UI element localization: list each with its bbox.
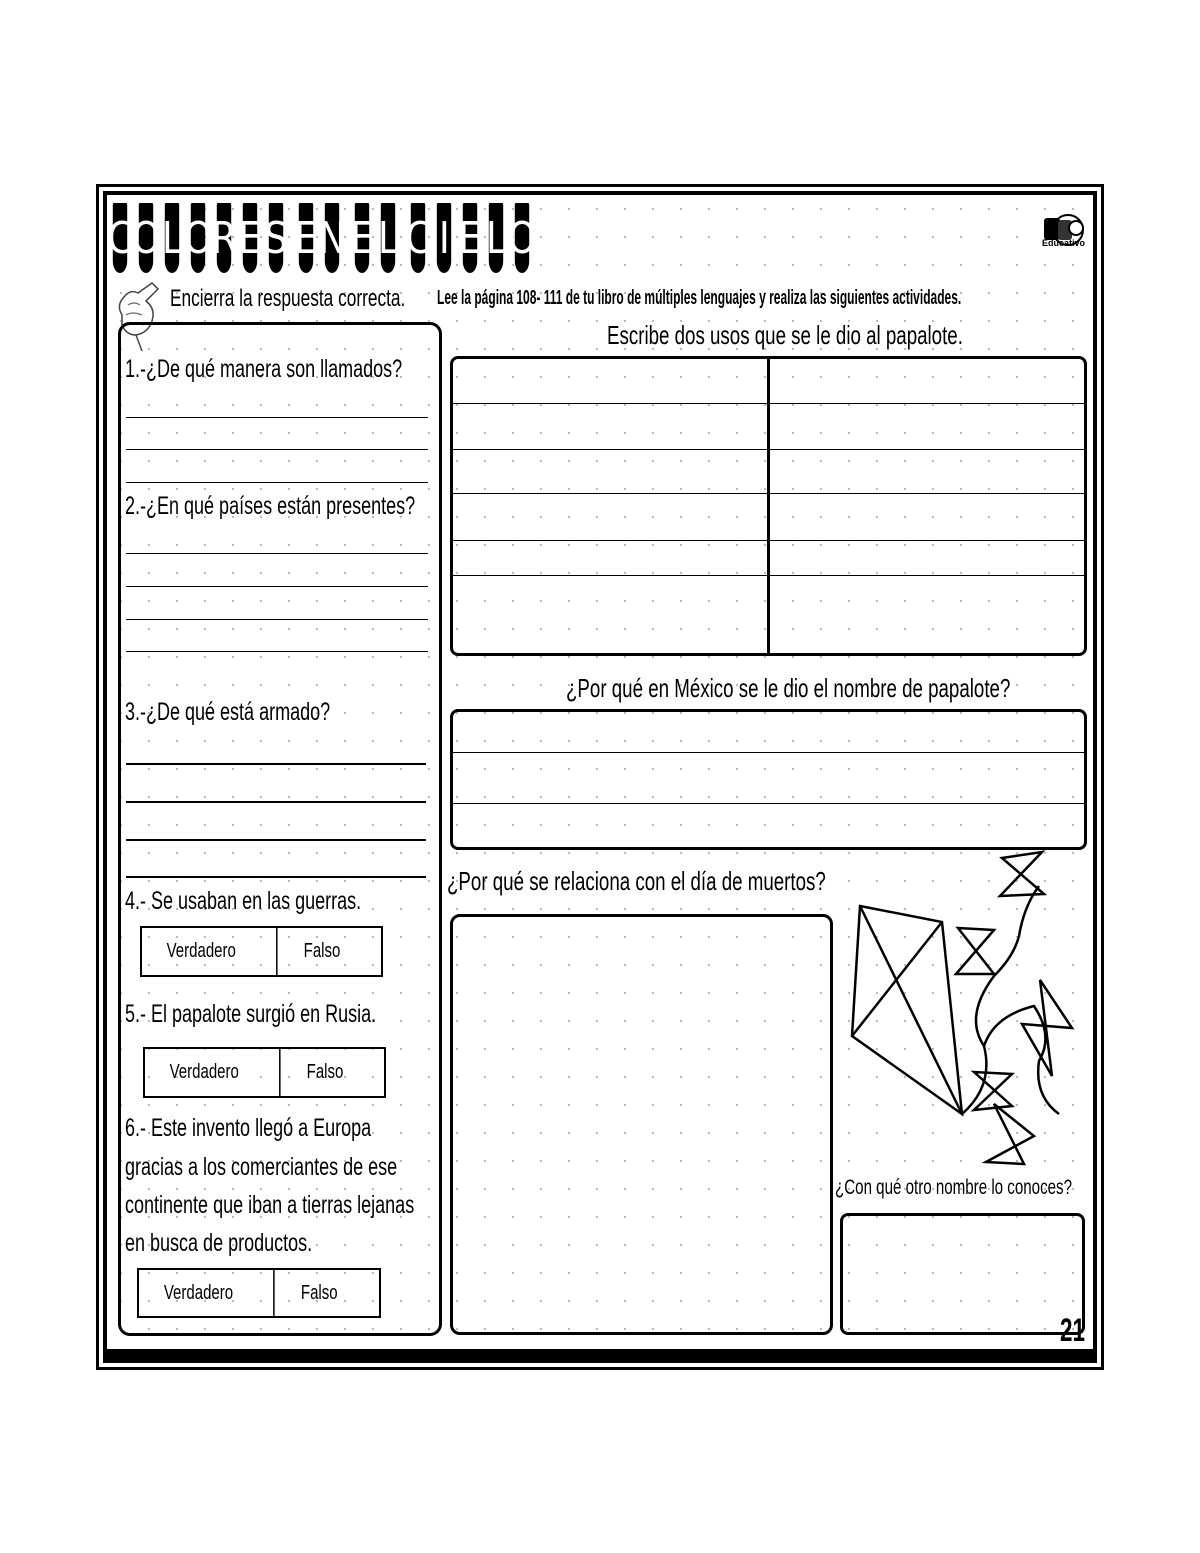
- question-6-line-3: continente que iban a tierras lejanas: [125, 1191, 415, 1219]
- answer-line[interactable]: [126, 839, 426, 841]
- title-letter-text: L: [485, 212, 507, 264]
- page-title: [107, 203, 537, 273]
- title-letter: [458, 203, 482, 273]
- question-2: 2.-¿En qué países están presentes?: [125, 492, 416, 520]
- title-letter: [377, 203, 399, 273]
- left-instruction: Encierra la respuesta correcta.: [170, 285, 406, 312]
- uses-table-row-line[interactable]: [452, 575, 1085, 576]
- title-word: [350, 203, 400, 273]
- page-number: 21: [1060, 1312, 1085, 1348]
- uses-table-row-line[interactable]: [452, 540, 1085, 541]
- question-3: 3.-¿De qué está armado?: [125, 698, 331, 726]
- false-option[interactable]: Falso: [279, 1049, 369, 1096]
- question-5: 5.- El papalote surgió en Rusia.: [125, 1000, 377, 1028]
- title-letter: [350, 203, 374, 273]
- title-letter-text: I: [438, 212, 450, 264]
- logo-text: Educativo: [1042, 238, 1086, 248]
- muertos-question: ¿Por qué se relaciona con el día de muertos?: [447, 866, 826, 896]
- mexico-answer-box: [450, 709, 1087, 850]
- title-word: [294, 203, 344, 273]
- other-name-question: ¿Con qué otro nombre lo conoces?: [835, 1176, 1073, 1199]
- title-letter: [131, 203, 161, 273]
- true-false-5: [143, 1047, 386, 1098]
- title-letter: [507, 203, 537, 273]
- true-option[interactable]: Verdadero: [163, 1281, 234, 1304]
- true-option[interactable]: Verdadero: [169, 1061, 239, 1083]
- title-letter-text: O: [131, 212, 161, 264]
- answer-line[interactable]: [126, 801, 426, 803]
- kite-drawing-icon: [844, 846, 1080, 1172]
- title-letter-text: C: [405, 212, 431, 264]
- false-option[interactable]: Falso: [276, 928, 366, 975]
- title-letter: [405, 203, 431, 273]
- left-questions-panel: [118, 322, 442, 1336]
- title-letter-text: E: [350, 212, 374, 264]
- title-letter: [183, 203, 213, 273]
- title-letter-text: C: [107, 212, 133, 264]
- question-6-line-1: 6.- Este invento llegó a Europa: [125, 1114, 372, 1142]
- title-word: [405, 203, 537, 273]
- title-letter-text: O: [507, 212, 537, 264]
- title-letter-text: L: [377, 212, 399, 264]
- title-letter: [264, 203, 288, 273]
- title-letter: [485, 203, 507, 273]
- title-letter-text: R: [211, 212, 237, 264]
- other-name-answer-box[interactable]: [840, 1213, 1085, 1335]
- right-instruction: Lee la página 108- 111 de tu libro de múltiples lenguajes y realiza las siguientes actividades.: [437, 287, 962, 309]
- true-false-4: [140, 926, 383, 977]
- answer-line[interactable]: [126, 417, 428, 418]
- question-6-line-2: gracias a los comerciantes de ese: [125, 1153, 398, 1181]
- answer-line[interactable]: [126, 619, 428, 620]
- answer-line[interactable]: [452, 803, 1085, 804]
- mexico-question: ¿Por qué en México se le dio el nombre de papalote?: [566, 673, 1011, 703]
- title-letter: [238, 203, 262, 273]
- uses-table-row-line[interactable]: [452, 403, 1085, 404]
- true-false-6: [137, 1268, 381, 1318]
- answer-line[interactable]: [126, 449, 428, 450]
- true-option[interactable]: Verdadero: [166, 940, 236, 962]
- answer-line[interactable]: [126, 553, 428, 554]
- title-letter: [294, 203, 318, 273]
- question-6-line-4: en busca de productos.: [125, 1229, 313, 1257]
- title-letter: [437, 203, 451, 273]
- title-letter: [107, 203, 133, 273]
- answer-line[interactable]: [126, 876, 426, 878]
- answer-line[interactable]: [126, 586, 428, 587]
- question-1: 1.-¿De qué manera son llamados?: [125, 355, 403, 383]
- question-4: 4.- Se usaban en las guerras.: [125, 887, 362, 915]
- uses-table-row-line[interactable]: [452, 493, 1085, 494]
- title-letter-text: E: [294, 212, 318, 264]
- uses-table-row-line[interactable]: [452, 449, 1085, 450]
- title-letter-text: E: [238, 212, 262, 264]
- answer-line[interactable]: [452, 752, 1085, 753]
- answer-line[interactable]: [126, 763, 426, 765]
- title-letter-text: N: [318, 212, 346, 264]
- answer-line[interactable]: [126, 651, 428, 652]
- title-word: [108, 203, 288, 273]
- answer-line[interactable]: [126, 482, 428, 483]
- title-letter-text: L: [161, 212, 183, 264]
- title-letter-text: O: [183, 212, 213, 264]
- title-letter-text: S: [264, 212, 288, 264]
- title-letter: [318, 203, 346, 273]
- title-letter: [211, 203, 237, 273]
- title-letter-text: E: [458, 212, 482, 264]
- false-option[interactable]: Falso: [273, 1270, 364, 1316]
- muertos-answer-box[interactable]: [450, 914, 833, 1335]
- uses-heading: Escribe dos usos que se le dio al papalote.: [607, 320, 963, 350]
- title-letter: [161, 203, 183, 273]
